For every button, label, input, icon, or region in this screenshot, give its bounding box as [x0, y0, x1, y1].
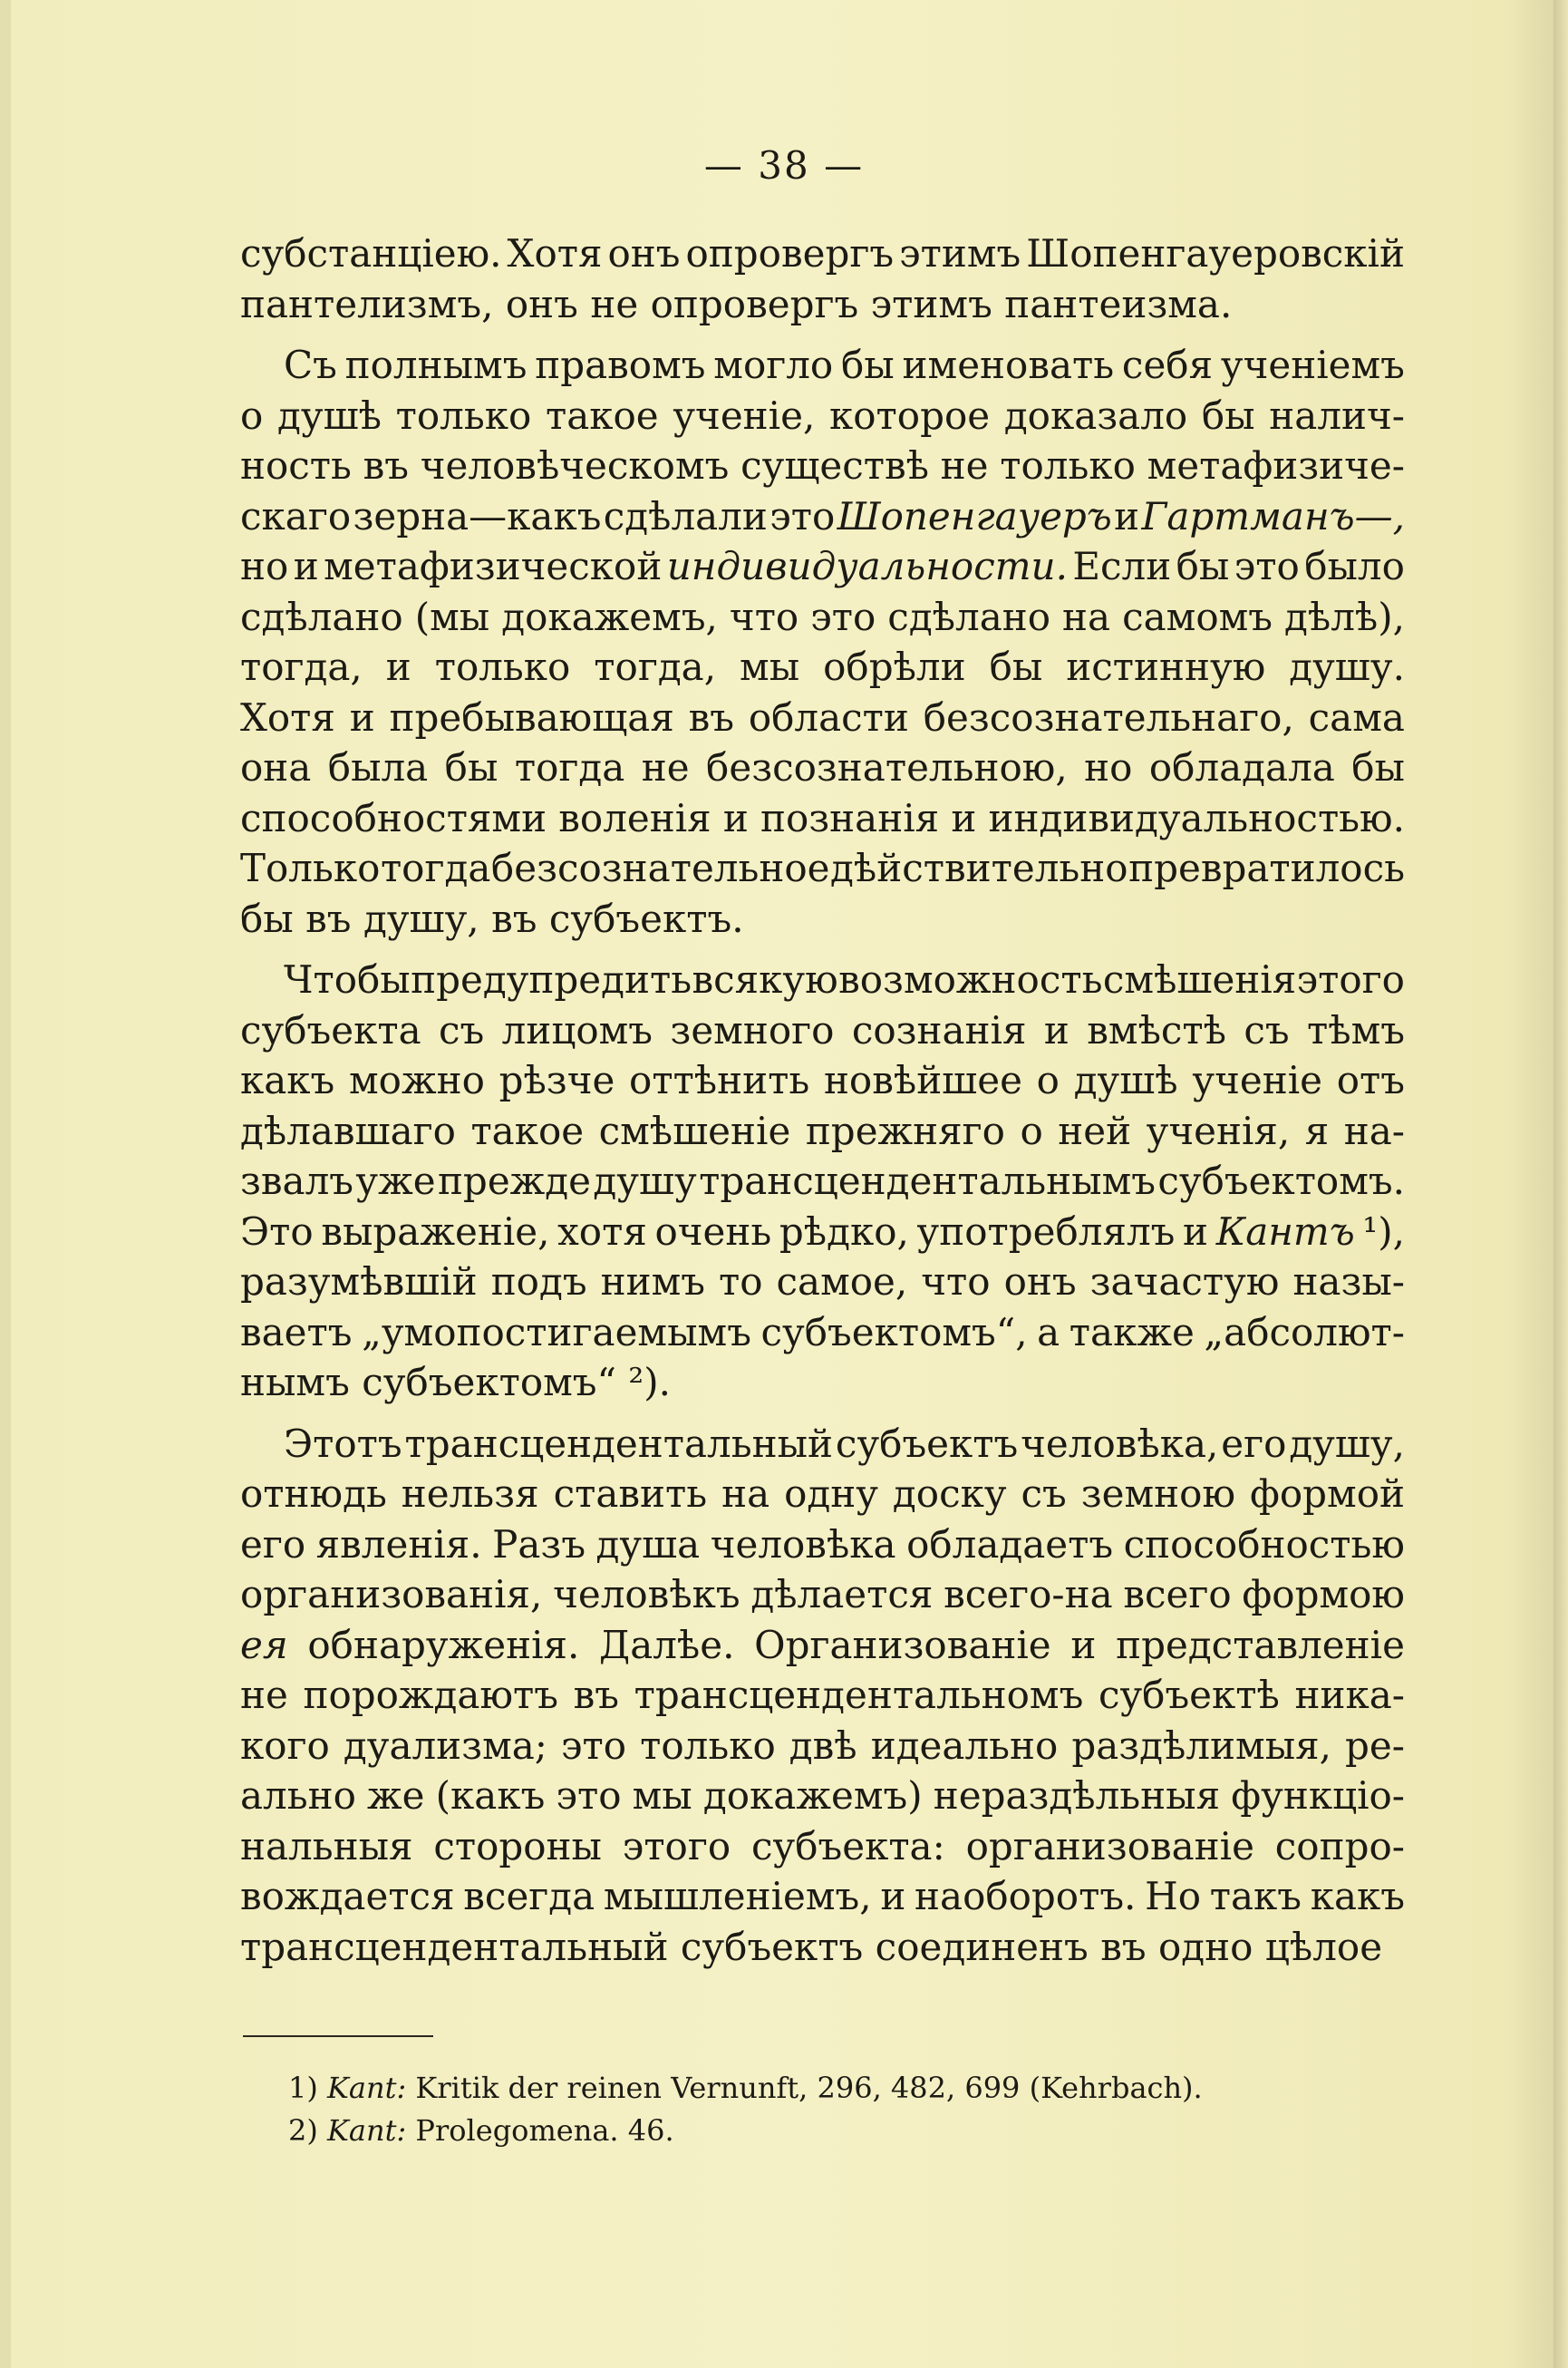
word: обладаетъ — [906, 1521, 1114, 1567]
word: сдѣлано — [240, 594, 403, 639]
word: а — [1037, 1309, 1060, 1354]
word: было — [1304, 544, 1405, 588]
word: такое — [470, 1108, 585, 1153]
word: что — [921, 1259, 991, 1304]
word: предупредить — [411, 957, 692, 1002]
word: обрѣли — [823, 645, 966, 689]
word: (мы — [414, 594, 490, 639]
word: ность — [240, 443, 352, 488]
word: въ — [363, 443, 409, 488]
text-line — [240, 1721, 1405, 1771]
word: бы — [1201, 393, 1255, 438]
word: субстанціею. — [240, 231, 502, 276]
word: отнюдь — [240, 1471, 387, 1516]
word: душу — [593, 1159, 697, 1203]
word: одно — [1158, 1924, 1253, 1969]
word: существѣ — [740, 443, 929, 488]
word: человѣкъ — [553, 1572, 740, 1616]
word: тогда, — [240, 645, 363, 689]
word: но — [1084, 745, 1133, 790]
word: всего — [1123, 1572, 1232, 1616]
word: онъ — [1003, 1259, 1077, 1304]
word: Хотя — [240, 694, 335, 740]
text-line — [240, 843, 1405, 894]
word: и — [722, 795, 749, 840]
word: тогда, — [594, 645, 717, 689]
word: обладала — [1148, 745, 1335, 790]
word: формой — [1250, 1471, 1405, 1516]
word: субъектъ — [835, 1421, 1019, 1466]
word: этого — [622, 1823, 731, 1868]
word: безсознательнаго, — [923, 694, 1294, 740]
word: земною — [1080, 1471, 1236, 1516]
word: безсознательною, — [706, 745, 1068, 790]
word: двѣ — [789, 1723, 857, 1768]
word: она — [240, 745, 312, 790]
word: Если — [1072, 544, 1172, 588]
word: идеально — [870, 1723, 1059, 1768]
word: сознанія — [851, 1007, 1027, 1053]
word: самое, — [776, 1259, 908, 1304]
word: Но — [1145, 1874, 1202, 1918]
word: прежняго — [805, 1108, 1005, 1153]
word: употреблялъ — [916, 1208, 1176, 1254]
word: способностями — [240, 795, 547, 840]
word: что — [729, 594, 799, 639]
word: никa- — [1294, 1673, 1405, 1717]
word: такое — [545, 393, 659, 438]
word: нальныя — [240, 1823, 413, 1868]
word: сама — [1308, 694, 1405, 740]
text-line — [240, 1871, 1405, 1922]
word: Шопенгауеровскій — [1026, 231, 1405, 276]
word: могло — [713, 343, 834, 387]
word: ально — [240, 1773, 356, 1818]
text-line — [240, 491, 1405, 542]
text-line — [240, 955, 1405, 1005]
footnote-mark: 2) — [288, 2113, 328, 2148]
word: бы — [444, 745, 498, 790]
word: этимъ — [870, 281, 992, 326]
word: опровергъ — [685, 231, 895, 276]
text-line — [240, 642, 1405, 693]
word: доказало — [1003, 393, 1188, 438]
text-line — [240, 441, 1405, 491]
word: въ — [688, 694, 735, 740]
word: себя — [1121, 343, 1214, 387]
word: превратилось — [1128, 846, 1405, 890]
word: организованіе — [965, 1823, 1254, 1868]
footnote-text: Kritik der reinen Vernunft, 296, 482, 699 (Kehrbach). — [406, 2071, 1203, 2105]
word: этого — [1296, 957, 1405, 1002]
footnote-1 — [288, 2067, 1376, 2110]
word: душу, — [363, 896, 479, 941]
word: звалъ — [240, 1159, 353, 1203]
text-line — [240, 1821, 1405, 1872]
word: пребывающая — [389, 694, 674, 740]
word: кого — [240, 1723, 330, 1768]
word: бы — [841, 343, 895, 387]
text-line — [240, 1419, 1405, 1470]
word: душѣ — [1073, 1058, 1178, 1102]
word: но — [240, 544, 289, 588]
word: не — [590, 281, 639, 326]
word: стороны — [433, 1823, 602, 1868]
word: нераздѣльныя — [933, 1773, 1221, 1818]
word: прежде — [437, 1159, 592, 1203]
text-line — [240, 340, 1405, 391]
word: которое — [829, 393, 991, 438]
word: Кантъ — [1215, 1208, 1355, 1254]
word: дѣлается — [750, 1572, 934, 1616]
word: съ — [1021, 1471, 1067, 1516]
word: ²). — [628, 1360, 671, 1404]
word: онъ — [505, 281, 578, 326]
word: была — [327, 745, 429, 790]
word: только — [1000, 443, 1136, 488]
text-line — [240, 1620, 1405, 1671]
word: человѣка, — [1021, 1421, 1219, 1466]
word: ея — [240, 1622, 288, 1667]
word: Разъ — [492, 1521, 586, 1567]
word: индивидуальностью. — [988, 795, 1405, 840]
text-line — [240, 1207, 1405, 1257]
word: мышленіемъ, — [603, 1874, 872, 1918]
word: такъ — [1209, 1874, 1302, 1918]
word: Шопенгауеръ — [837, 493, 1112, 539]
word: и — [1183, 1208, 1209, 1254]
text-line — [240, 391, 1405, 442]
word: скаго — [240, 493, 352, 539]
word: это — [1234, 544, 1300, 588]
word: о — [1020, 1108, 1043, 1153]
word: (какъ — [435, 1773, 546, 1818]
text-line — [240, 1055, 1405, 1106]
footnote-author: Kant: — [327, 2113, 407, 2148]
word: можно — [348, 1058, 485, 1102]
page-number: — 38 — — [703, 143, 865, 188]
word: какъ — [240, 1058, 335, 1102]
word: ваетъ — [240, 1309, 353, 1354]
text-line — [240, 1469, 1405, 1519]
word: въ — [1100, 1924, 1147, 1969]
word: нельзя — [401, 1471, 539, 1516]
word: субъектомъ“ — [362, 1360, 616, 1404]
word: очень — [654, 1208, 772, 1254]
word: цѣлое — [1264, 1924, 1383, 1969]
footnote-2 — [288, 2110, 1376, 2152]
word: душа — [595, 1521, 701, 1567]
word: возможность — [838, 957, 1103, 1002]
word: докажемъ, — [501, 594, 718, 639]
word: хотя — [557, 1208, 647, 1254]
word: я — [1304, 1108, 1330, 1153]
word: одну — [784, 1471, 878, 1516]
word: нимъ — [600, 1259, 705, 1304]
word: функціо- — [1231, 1773, 1405, 1818]
text-line — [240, 1569, 1405, 1620]
word: зерна—какъ — [353, 493, 602, 539]
word: бы — [989, 645, 1043, 689]
text-line — [240, 793, 1405, 844]
word: человѣческомъ — [420, 443, 730, 488]
word: вмѣстѣ — [1087, 1007, 1226, 1053]
word: на- — [1343, 1108, 1405, 1153]
text-line — [240, 541, 1405, 592]
text-line — [240, 894, 1405, 945]
word: и — [293, 544, 319, 588]
word: только — [395, 393, 532, 438]
word: обнаруженія. — [307, 1622, 580, 1667]
word: пантеизма. — [1004, 281, 1233, 326]
word: Этотъ — [284, 1421, 402, 1466]
word: правомъ — [535, 343, 706, 387]
word: Только — [240, 846, 381, 890]
word: ученіе — [1192, 1058, 1322, 1102]
word: смѣшеніе — [598, 1108, 791, 1153]
word: и — [349, 694, 375, 740]
word: метафизиче- — [1147, 443, 1405, 488]
word: субъектъ — [680, 1924, 864, 1969]
word: на — [721, 1471, 770, 1516]
word: Это — [240, 1208, 314, 1254]
word: и — [951, 795, 977, 840]
word: бы — [240, 896, 294, 941]
word: съ — [1244, 1007, 1290, 1053]
word: ре- — [1345, 1723, 1405, 1768]
text-line — [240, 1005, 1405, 1056]
word: это — [769, 493, 836, 539]
text-line — [240, 228, 1405, 279]
word: наоборотъ. — [915, 1874, 1137, 1918]
body-text — [240, 228, 1405, 1972]
word: метафизической — [324, 544, 663, 588]
word: всего-на — [944, 1572, 1113, 1616]
word: душѣ — [277, 393, 382, 438]
word: субъектомъ. — [1157, 1159, 1405, 1203]
word: порождаютъ — [303, 1673, 558, 1717]
word: тѣмъ — [1307, 1007, 1405, 1053]
footnote-divider — [243, 2035, 433, 2037]
word: земного — [670, 1007, 835, 1053]
word: зачастую — [1089, 1259, 1280, 1304]
word: въ — [491, 896, 537, 941]
word: вождается — [240, 1874, 455, 1918]
word: субъекта — [240, 1007, 421, 1053]
word: назы- — [1292, 1259, 1405, 1304]
text-line — [240, 279, 1405, 330]
footnote-mark: 1) — [288, 2071, 328, 2105]
word: тогда — [514, 745, 625, 790]
text-line — [240, 693, 1405, 743]
word: области — [748, 694, 909, 740]
footnotes — [288, 2067, 1376, 2152]
word: только — [640, 1723, 776, 1768]
word: дѣлѣ), — [1284, 594, 1405, 639]
word: субъектѣ — [1098, 1673, 1280, 1717]
word: тогда — [380, 846, 491, 890]
word: дуализма; — [343, 1723, 547, 1768]
word: бы — [1176, 544, 1230, 588]
word: какъ — [1310, 1874, 1405, 1918]
word: самомъ — [1122, 594, 1273, 639]
word: субъектъ. — [548, 896, 744, 941]
text-line — [240, 1357, 1405, 1408]
word: доску — [892, 1471, 1007, 1516]
word: мы — [632, 1773, 692, 1818]
word: лицомъ — [501, 1007, 653, 1053]
word: въ — [573, 1673, 619, 1717]
word: способностью — [1123, 1521, 1405, 1567]
word: трансцендентальный — [404, 1421, 834, 1466]
word: сопро- — [1274, 1823, 1405, 1868]
word: субъектомъ“, — [760, 1309, 1028, 1354]
word: трансцендентальнымъ — [699, 1159, 1156, 1203]
word: не — [240, 1673, 288, 1717]
word: безсознательное — [490, 846, 830, 890]
word: представленіе — [1116, 1622, 1405, 1667]
word: это — [810, 594, 876, 639]
word: именовать — [902, 343, 1115, 387]
word: налич- — [1269, 393, 1405, 438]
word: и — [1070, 1622, 1097, 1667]
word: на — [1062, 594, 1111, 639]
word: бы — [1351, 745, 1405, 790]
text-line — [240, 1670, 1405, 1721]
text-line — [240, 742, 1405, 793]
text-line — [240, 1771, 1405, 1821]
word: въ — [305, 896, 352, 941]
footnote-text: Prolegomena. 46. — [406, 2113, 674, 2148]
word: Съ — [284, 343, 337, 387]
word: не — [641, 745, 690, 790]
word: „умопостигаемымъ — [362, 1309, 751, 1354]
text-line — [240, 1922, 1405, 1973]
word: „абсолют- — [1204, 1309, 1405, 1354]
word: выраженіе, — [321, 1208, 550, 1254]
word: явленія. — [315, 1521, 482, 1567]
word: соединенъ — [875, 1924, 1089, 1969]
word: его — [240, 1521, 306, 1567]
word: подъ — [490, 1259, 587, 1304]
word: трансцендентальномъ — [634, 1673, 1084, 1717]
word: о — [1036, 1058, 1060, 1102]
word: субъекта: — [750, 1823, 945, 1868]
word: и — [1114, 493, 1140, 539]
word: это — [556, 1773, 622, 1818]
word: нымъ — [240, 1360, 350, 1404]
text-line — [240, 592, 1405, 643]
word: ней — [1058, 1108, 1132, 1153]
word: его — [1221, 1421, 1287, 1466]
word: ученіемъ — [1220, 343, 1405, 387]
word: оттѣнить — [629, 1058, 810, 1102]
word: формою — [1242, 1572, 1405, 1616]
word: новѣйшее — [823, 1058, 1022, 1102]
word: истинную — [1066, 645, 1266, 689]
word: душу. — [1289, 645, 1405, 689]
word: полнымъ — [344, 343, 528, 387]
word: рѣдко, — [779, 1208, 909, 1254]
word: то — [718, 1259, 763, 1304]
text-line — [240, 1257, 1405, 1307]
word: не — [940, 443, 989, 488]
word: Далѣе. — [599, 1622, 735, 1667]
word: Хотя — [507, 231, 603, 276]
word: также — [1069, 1309, 1195, 1354]
word: смѣшенія — [1102, 957, 1297, 1002]
text-line — [240, 1519, 1405, 1570]
word: опровергъ — [650, 281, 859, 326]
word: сдѣлано — [887, 594, 1051, 639]
word: душу, — [1289, 1421, 1405, 1466]
word: дѣйствительно — [830, 846, 1128, 890]
word: докажемъ) — [702, 1773, 923, 1818]
text-line — [240, 1307, 1405, 1358]
footnote-author: Kant: — [327, 2071, 407, 2105]
word: и — [1043, 1007, 1070, 1053]
word: онъ — [607, 231, 681, 276]
word: ¹), — [1362, 1208, 1405, 1254]
word: организованія, — [240, 1572, 543, 1616]
word: о — [240, 393, 264, 438]
word: Организованіе — [754, 1622, 1051, 1667]
word: ученіе, — [673, 393, 816, 438]
text-line — [240, 1156, 1405, 1207]
word: ученія, — [1146, 1108, 1291, 1153]
word: и — [880, 1874, 906, 1918]
word: Чтобы — [284, 957, 411, 1002]
word: этимъ — [899, 231, 1021, 276]
word: воленія — [558, 795, 711, 840]
word: познанія — [760, 795, 940, 840]
word: разумѣвшій — [240, 1259, 478, 1304]
word: дѣлавшаго — [240, 1108, 456, 1153]
word: человѣка — [710, 1521, 896, 1567]
word: всегда — [463, 1874, 595, 1918]
word: трансцендентальный — [240, 1924, 669, 1969]
word: индивидуальности. — [666, 544, 1068, 588]
word: это — [561, 1723, 627, 1768]
word: Гартманъ—, — [1141, 493, 1405, 539]
word: только — [434, 645, 571, 689]
word: рѣзче — [498, 1058, 615, 1102]
word: и — [385, 645, 411, 689]
word: сдѣлали — [603, 493, 768, 539]
word: отъ — [1336, 1058, 1405, 1102]
word: уже — [355, 1159, 436, 1203]
text-line — [240, 1106, 1405, 1157]
word: раздѣлимыя, — [1071, 1723, 1331, 1768]
word: пантелизмъ, — [240, 281, 494, 326]
word: всякую — [692, 957, 838, 1002]
word: же — [367, 1773, 425, 1818]
word: ставить — [553, 1471, 708, 1516]
word: съ — [439, 1007, 485, 1053]
word: мы — [740, 645, 800, 689]
